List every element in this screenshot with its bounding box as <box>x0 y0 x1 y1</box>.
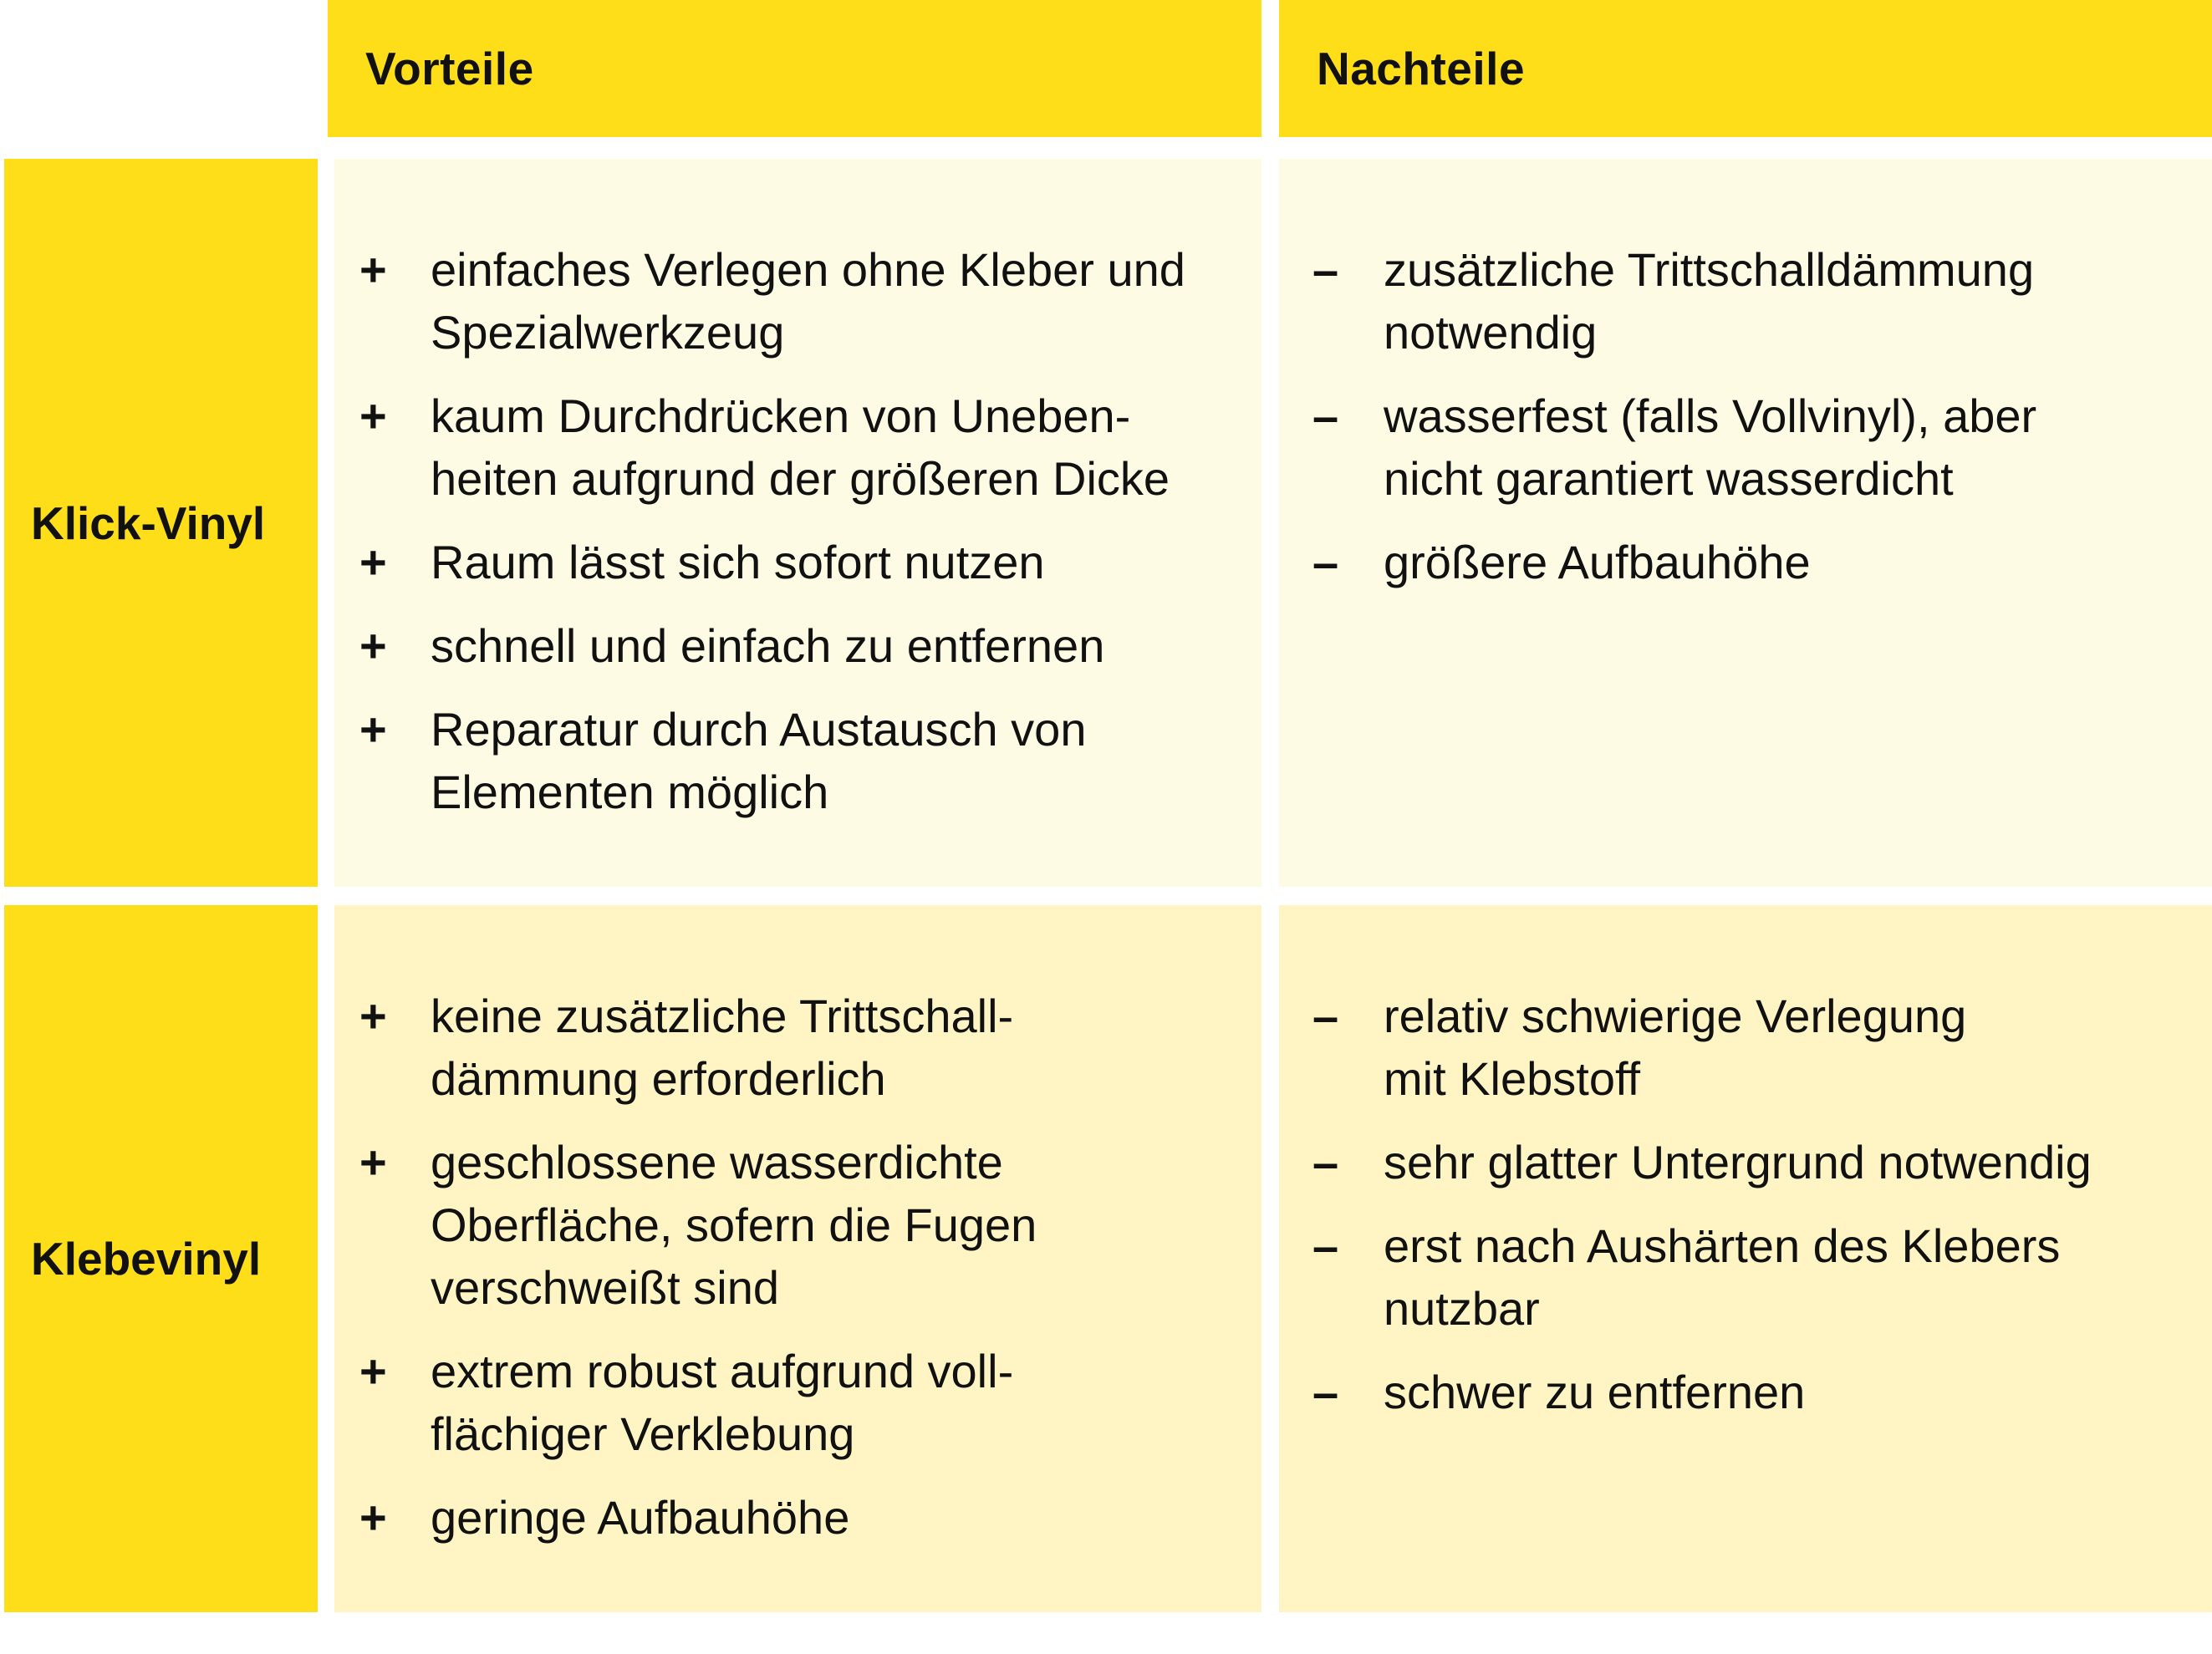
con-text: zusätzliche Trittschalldämmung notwendig <box>1384 243 2035 359</box>
minus-icon: – <box>1312 990 1339 1042</box>
minus-icon: – <box>1312 243 1339 296</box>
plus-icon: + <box>359 619 387 672</box>
pro-text: kaum Durchdrücken von Uneben- heiten aufgrund der größeren Dicke <box>431 389 1170 505</box>
pro-text: keine zusätzliche Trittschall- dämmung erforderlich <box>431 990 1014 1105</box>
con-text: relativ schwierige Verlegung mit Klebstoff <box>1384 990 1967 1105</box>
minus-icon: – <box>1312 536 1339 588</box>
list-item <box>359 1131 1245 1319</box>
list-item <box>1312 1214 2195 1340</box>
pro-text: Raum lässt sich sofort nutzen <box>431 536 1045 588</box>
list-item <box>359 384 1245 510</box>
plus-icon: + <box>359 536 387 588</box>
column-header-vorteile: Vorteile <box>328 0 1261 137</box>
plus-icon: + <box>359 1345 387 1397</box>
plus-icon: + <box>359 389 387 442</box>
pro-text: geschlossene wasserdichte Oberfläche, sofern die Fugen verschweißt sind <box>431 1136 1037 1314</box>
plus-icon: + <box>359 1491 387 1544</box>
list-item <box>1312 985 2195 1110</box>
con-text: wasserfest (falls Vollvinyl), aber nicht garantiert wasserdicht <box>1384 389 2037 505</box>
list-item <box>1312 384 2195 510</box>
pro-text: einfaches Verlegen ohne Kleber und Spezialwerkzeug <box>431 243 1185 359</box>
cell-klebevinyl-nachteile <box>1279 905 2212 1612</box>
pro-text: schnell und einfach zu entfernen <box>431 619 1105 672</box>
minus-icon: – <box>1312 1366 1339 1418</box>
list-item <box>359 238 1245 364</box>
plus-icon: + <box>359 990 387 1042</box>
con-text: größere Aufbauhöhe <box>1384 536 1811 588</box>
plus-icon: + <box>359 243 387 296</box>
pro-text: Reparatur durch Austausch von Elementen möglich <box>431 703 1087 818</box>
plus-icon: + <box>359 703 387 756</box>
minus-icon: – <box>1312 389 1339 442</box>
list-item <box>359 1486 1245 1549</box>
con-text: schwer zu entfernen <box>1384 1366 1806 1418</box>
column-header-nachteile: Nachteile <box>1279 0 2212 137</box>
minus-icon: – <box>1312 1136 1339 1188</box>
list-item <box>359 1340 1245 1465</box>
cell-klebevinyl-vorteile <box>334 905 1261 1612</box>
list-item <box>359 985 1245 1110</box>
cell-klick-vinyl-nachteile <box>1279 159 2212 887</box>
con-text: erst nach Aushärten des Klebers nutzbar <box>1384 1219 2061 1335</box>
plus-icon: + <box>359 1136 387 1188</box>
cell-klick-vinyl-vorteile <box>334 159 1261 887</box>
list-item <box>359 531 1245 593</box>
list-item <box>1312 238 2195 364</box>
row-label-klebevinyl: Klebevinyl <box>4 905 318 1612</box>
list-item <box>1312 531 2195 593</box>
minus-icon: – <box>1312 1219 1339 1272</box>
pro-text: geringe Aufbauhöhe <box>431 1491 850 1544</box>
list-item <box>1312 1131 2195 1193</box>
list-item <box>359 614 1245 677</box>
pro-text: extrem robust aufgrund voll- flächiger Verklebung <box>431 1345 1014 1460</box>
con-text: sehr glatter Untergrund notwendig <box>1384 1136 2092 1188</box>
list-item <box>359 698 1245 823</box>
row-label-klick-vinyl: Klick-Vinyl <box>4 159 318 887</box>
list-item <box>1312 1361 2195 1423</box>
